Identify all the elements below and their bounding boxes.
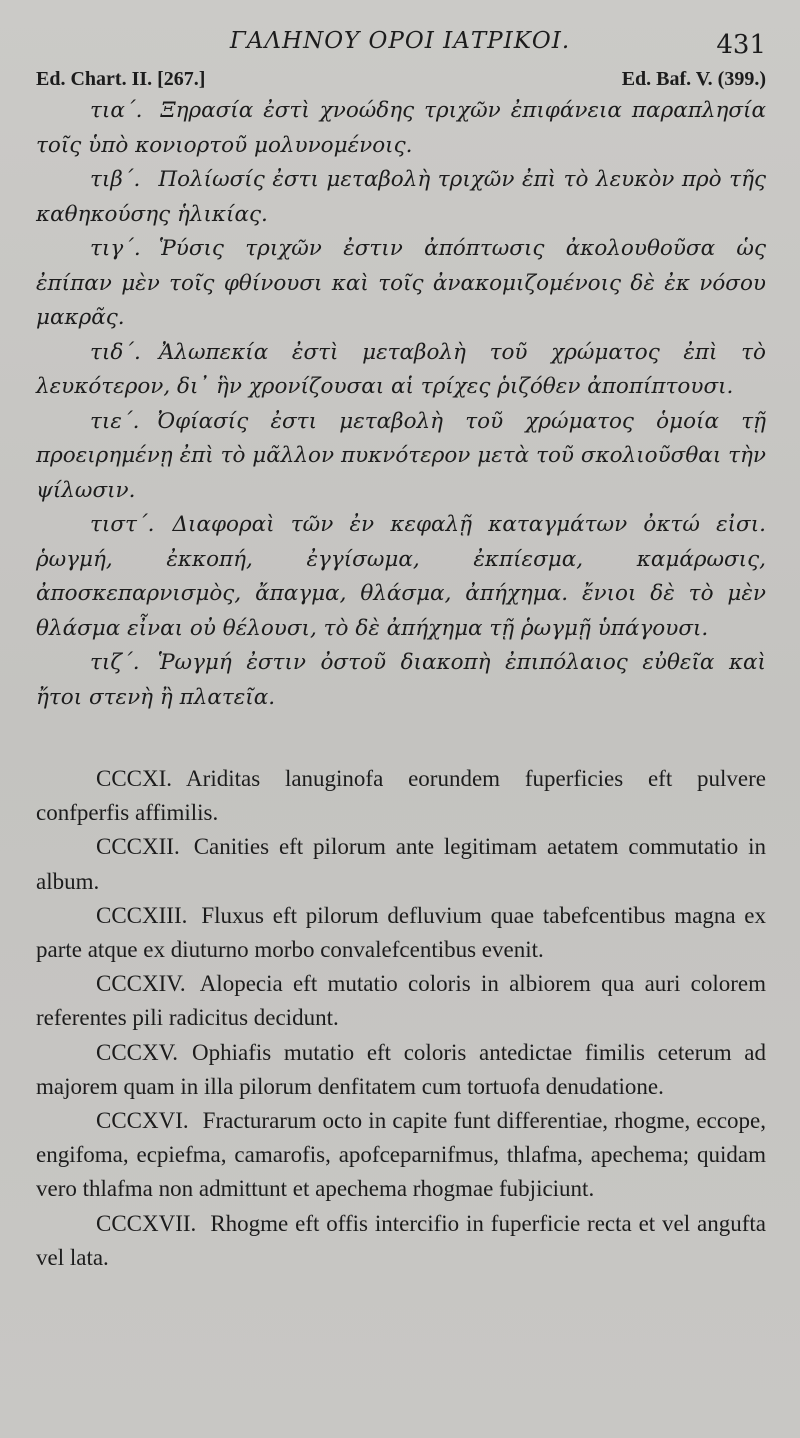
greek-entry-text: Ξηρασία ἐστὶ χνοώδης τριχῶν ἐπιφάνεια παραπλησία τοῖς ὑπὸ κονιορτοῦ μολυνομένοις. [36,98,766,158]
latin-entry-number: CCCXVI. [96,1108,189,1134]
latin-entry-number: CCCXIV. [96,971,186,997]
edition-right: Ed. Baf. V. (399.) [621,68,766,90]
edition-left: Ed. Chart. II. [267.] [36,68,206,90]
greek-entry-text: Ὀφίασίς ἐστι μεταβολὴ τοῦ χρώματος ὁμοία τῇ προειρημένῃ ἐπὶ τὸ μᾶλλον πυκνότερον μετὰ τοῦ σκολιοῦσθαι τὴν ψίλωσιν. [36,408,766,503]
edition-line [36,68,766,91]
latin-entry-number: CCCXI. [96,766,173,791]
greek-entry [36,508,766,646]
greek-entry-number: τιγ΄. [90,236,141,261]
greek-text-block [36,94,766,715]
greek-entry [36,646,766,715]
greek-entry-text: Ῥύσις τριχῶν ἐστιν ἀπόπτωσις ἀκολουθοῦσα ὡς ἐπίπαν μὲν τοῖς φθίνουσι καὶ τοῖς ἀνακομιζομένοις δὲ ἐκ νόσου μακρᾶς. [36,236,766,330]
latin-entry [36,899,766,967]
greek-entry [36,405,766,509]
latin-entry-text: Fluxus eft pilorum defluvium quae tabefcentibus magna ex parte atque ex diuturno morbo convalefcentibus evenit. [36,902,766,963]
greek-entry-number: τιστ΄. [90,512,155,537]
latin-entry-text: Rhogme eft offis intercifio in fuperficie recta et vel angufta vel lata. [36,1210,766,1270]
page-number: 431 [716,30,766,60]
greek-entry-text: Διαφοραὶ τῶν ἐν κεφαλῇ καταγμάτων ὀκτώ εἰσι. ῥωγμή, ἐκκοπή, ἐγγίσωμα, ἐκπίεσμα, καμάρωσις, ἀποσκεπαρνισμὸς, ἄπαγμα, θλάσμα, ἀπήχημα. ἔνιοι δὲ τὸ μὲν θλάσμα εἶναι οὐ θέλουσι, τὸ δὲ ἀπήχημα τῇ ῥωγμῇ ὑπάγουσι. [36,512,766,641]
latin-entry [36,1207,766,1275]
latin-entry-number: CCCXIII. [96,902,188,928]
latin-entry [36,967,766,1035]
greek-entry-number: τιζ΄. [90,650,140,675]
latin-entry-number: CCCXV. [96,1039,179,1065]
greek-entry-text: Ῥωγμή ἐστιν ὀστοῦ διακοπὴ ἐπιπόλαιος εὐθεῖα καὶ ἤτοι στενὴ ἢ πλατεῖα. [36,650,766,710]
greek-entry-number: τια΄. [90,98,143,123]
latin-entry [36,762,766,830]
latin-entry-number: CCCXII. [96,834,180,860]
running-title: ΓΑΛΗΝΟΥ ΟΡΟΙ ΙΑΤΡΙΚΟΙ. [229,28,571,54]
greek-entry [36,336,766,405]
greek-entry [36,94,766,163]
greek-entry [36,232,766,336]
latin-entry [36,1036,766,1104]
greek-entry-number: τιδ΄. [90,339,141,365]
latin-entry-text: Alopecia eft mutatio coloris in albiorem qua auri colorem referentes pili radicitus decidunt. [36,971,766,1031]
greek-entry-text: Ἀλωπεκία ἐστὶ μεταβολὴ τοῦ χρώματος ἐπὶ τὸ λευκότερον, δι᾽ ἣν χρονίζουσαι αἱ τρίχες ῥιζόθεν ἀποπίπτουσι. [36,339,766,399]
latin-entry [36,1104,766,1207]
greek-entry [36,163,766,232]
latin-entry-text: Fracturarum octo in capite funt differentiae, rhogme, eccope, engifoma, ecpiefma, camarofis, apofceparnifmus, thlafma, apechema; quidam vero thlafma non admittunt et apechema rhogmae fubjiciunt. [36,1108,766,1202]
latin-entry-number: CCCXVII. [96,1210,197,1236]
latin-entry-text: Ophiafis mutatio eft coloris antedictae fimilis ceterum ad majorem quam in illa pilorum denfitatem cum tortuofa denudatione. [36,1039,766,1099]
greek-entry-number: τιβ΄. [90,167,141,192]
greek-entry-number: τιε΄. [90,408,140,434]
latin-text-block [36,762,766,1275]
greek-entry-text: Πολίωσίς ἐστι μεταβολὴ τριχῶν ἐπὶ τὸ λευκὸν πρὸ τῆς καθηκούσης ἡλικίας. [36,167,766,227]
latin-entry-text: Ariditas lanuginofa eorundem fuperficies eft pulvere confperfis affimilis. [36,766,766,826]
latin-entry-text: Canities eft pilorum ante legitimam aetatem commutatio in album. [36,834,766,894]
latin-entry [36,830,766,898]
